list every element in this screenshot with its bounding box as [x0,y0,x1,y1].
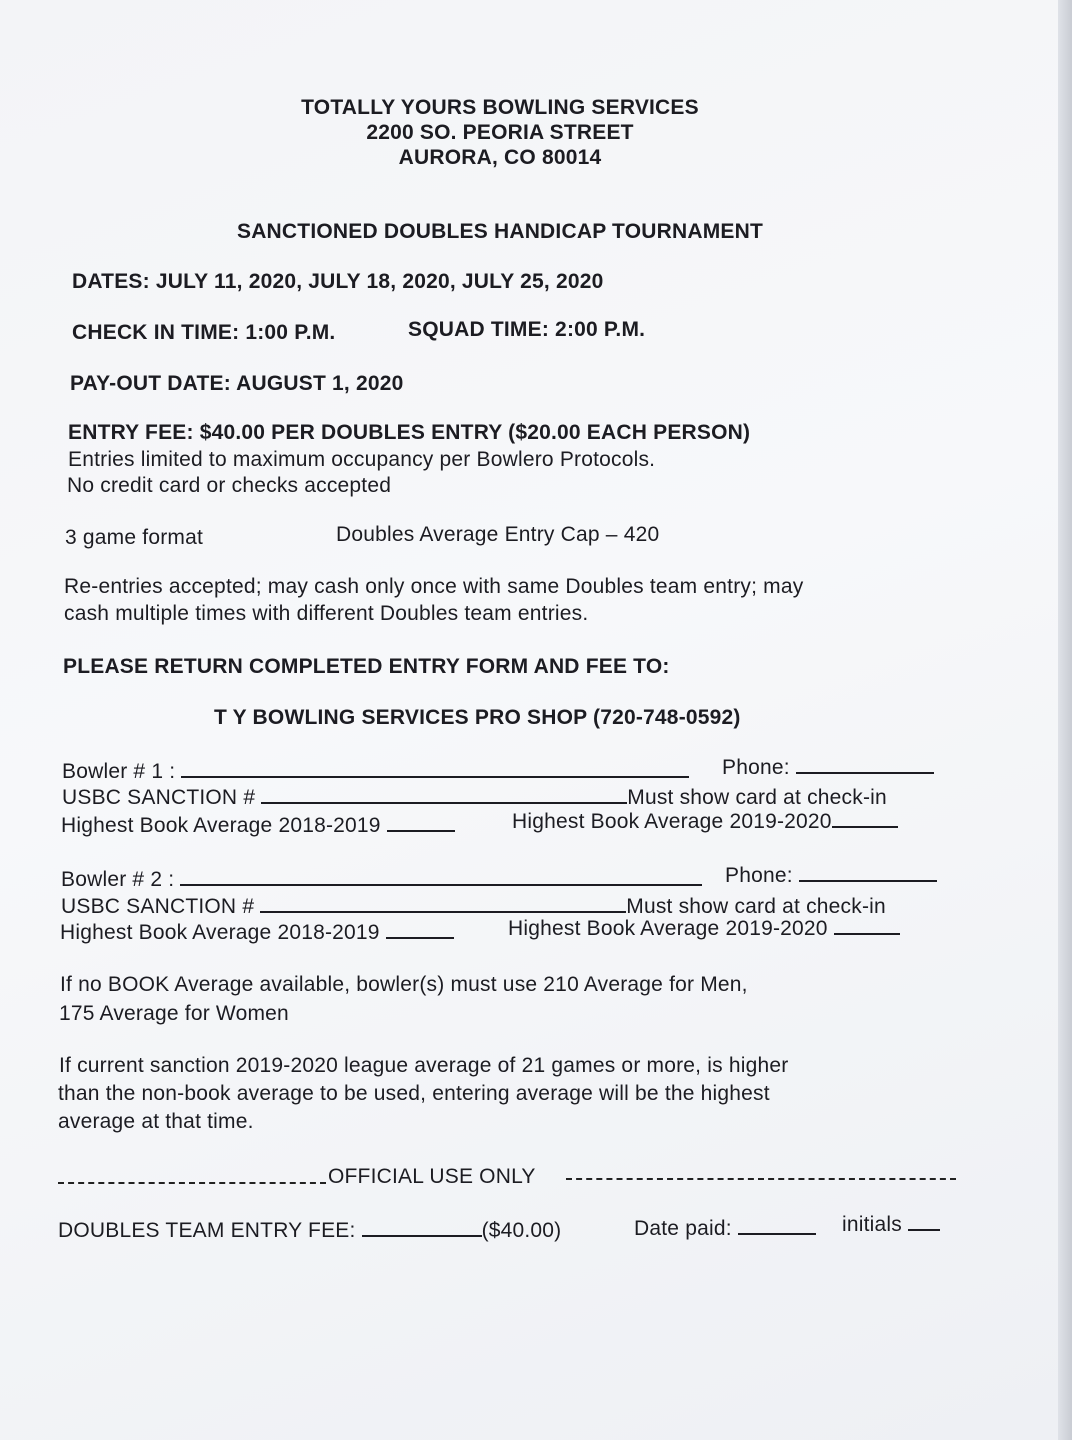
bowler-2-avg-prev: Highest Book Average 2018-2019 [60,921,454,945]
org-name: TOTALLY YOURS BOWLING SERVICES [301,96,699,119]
bowler-2-sanction: USBC SANCTION # Must show card at check-in [61,895,886,918]
team-fee-amount: ($40.00) [481,1219,562,1242]
bowler-2-name-field[interactable] [180,868,702,886]
bowler-1-phone-field[interactable] [796,756,934,774]
bowler-1-must-show: Must show card at check-in [627,786,887,809]
date-paid-label: Date paid: [634,1217,816,1241]
bowler-2-avg-curr: Highest Book Average 2019-2020 [508,917,900,941]
bowler-1-name-field[interactable] [181,760,689,778]
bowler-2-avg-curr-field[interactable] [834,917,900,935]
no-book-note-1: If no BOOK Average available, bowler(s) must use 210 Average for Men, [60,973,748,996]
team-fee-field[interactable] [362,1219,482,1237]
payment-note: No credit card or checks accepted [67,474,392,497]
divider-left [58,1182,326,1184]
team-fee-label: DOUBLES TEAM ENTRY FEE: ($40.00) [58,1219,562,1242]
date-paid-field[interactable] [738,1217,816,1235]
bowler-2-sanction-field[interactable] [260,895,626,913]
current-average-note-3: average at that time. [58,1110,254,1133]
tournament-title: SANCTIONED DOUBLES HANDICAP TOURNAMENT [236,220,763,243]
squad-time: SQUAD TIME: 2:00 P.M. [408,318,646,341]
initials-field[interactable] [908,1213,940,1231]
bowler-1-avg-prev: Highest Book Average 2018-2019 [61,814,455,838]
bowler-1-avg-curr-field[interactable] [832,810,898,828]
check-in-time: CHECK IN TIME: 1:00 P.M. [72,321,336,344]
bowler-2-phone: Phone: [725,864,937,888]
game-format: 3 game format [65,526,203,549]
payout-date: PAY-OUT DATE: AUGUST 1, 2020 [70,372,404,395]
entry-fee: ENTRY FEE: $40.00 PER DOUBLES ENTRY ($20.00 EACH PERSON) [68,421,751,444]
bowler-2-label: Bowler # 2 : [61,868,702,892]
city-line: AURORA, CO 80014 [398,146,602,169]
bowler-1-phone: Phone: [722,756,934,780]
bowler-1-sanction-field[interactable] [261,786,627,804]
entry-limit-note: Entries limited to maximum occupancy per Bowlero Protocols. [68,448,656,471]
bowler-1-sanction: USBC SANCTION # Must show card at check-in [62,786,887,809]
bowler-1-label: Bowler # 1 : [62,760,689,784]
bowler-2-must-show: Must show card at check-in [626,895,886,918]
bowler-2-phone-field[interactable] [799,864,937,882]
pro-shop-contact: T Y BOWLING SERVICES PRO SHOP (720-748-0592) [214,706,741,729]
reentry-line-1: Re-entries accepted; may cash only once with same Doubles team entry; may [64,575,804,598]
address-line: 2200 SO. PEORIA STREET [366,121,634,144]
current-average-note-2: than the non-book average to be used, entering average will be the highest [58,1082,770,1105]
return-instruction: PLEASE RETURN COMPLETED ENTRY FORM AND FEE TO: [63,655,670,678]
official-use-label: OFFICIAL USE ONLY [328,1165,536,1188]
divider-right [566,1178,956,1180]
initials-label: initials [842,1213,940,1237]
bowler-2-avg-prev-field[interactable] [386,921,454,939]
reentry-line-2: cash multiple times with different Doubles team entries. [64,602,589,625]
no-book-note-2: 175 Average for Women [59,1002,289,1025]
current-average-note-1: If current sanction 2019-2020 league average of 21 games or more, is higher [59,1054,789,1077]
average-cap: Doubles Average Entry Cap – 420 [336,523,660,546]
page-edge [1058,0,1072,1440]
dates-line: DATES: JULY 11, 2020, JULY 18, 2020, JULY 25, 2020 [72,270,604,293]
bowler-1-avg-prev-field[interactable] [387,814,455,832]
bowler-1-avg-curr: Highest Book Average 2019-2020 [512,810,898,834]
